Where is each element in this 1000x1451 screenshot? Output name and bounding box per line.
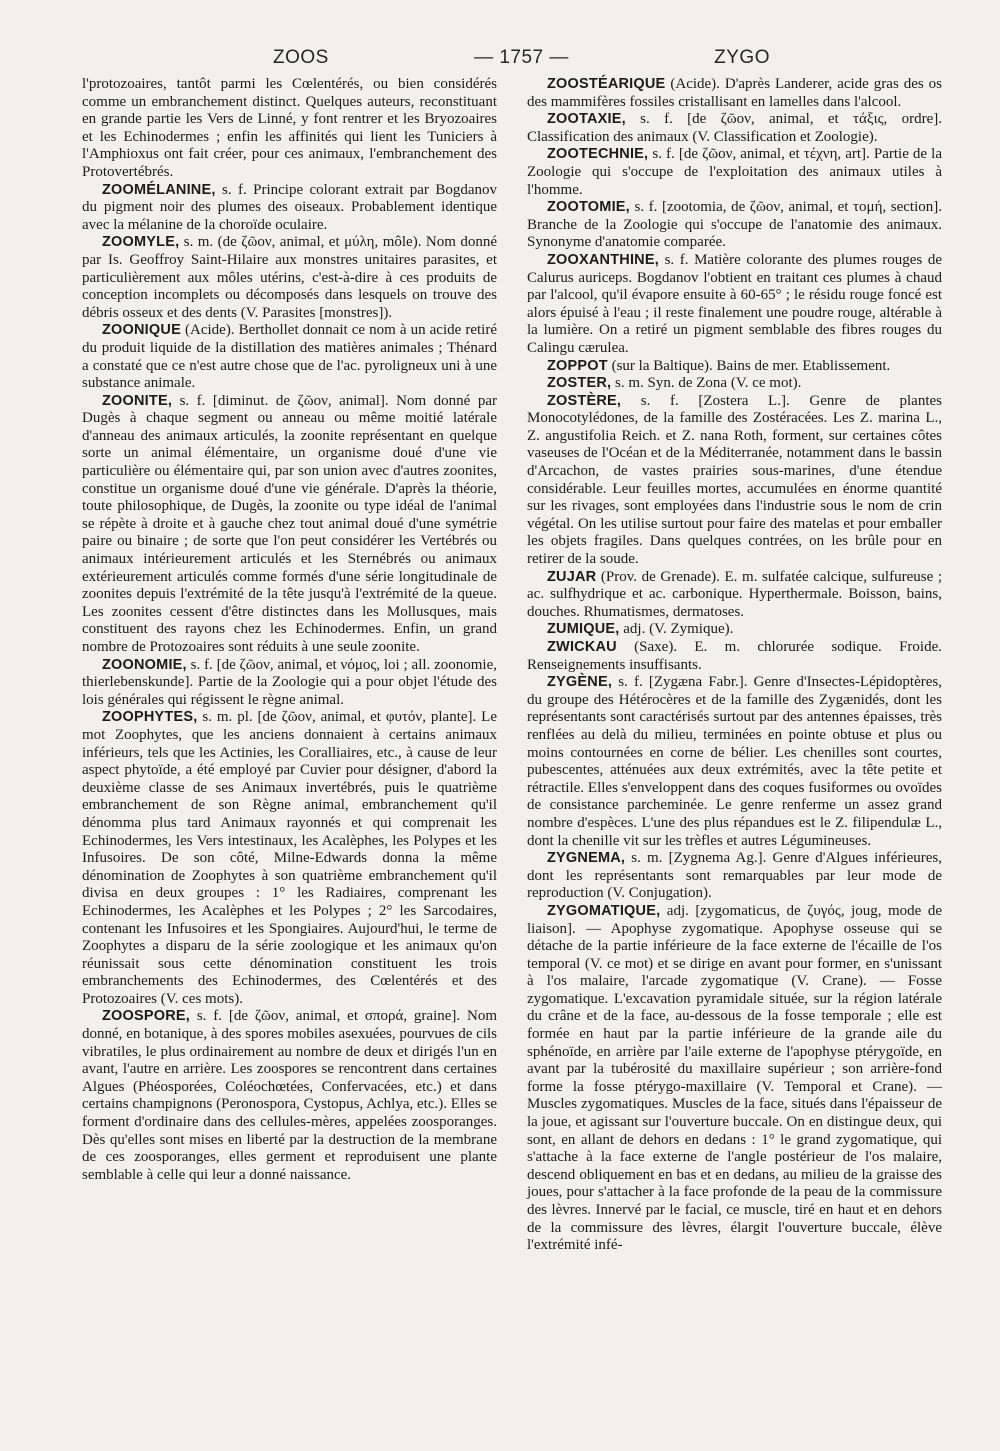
entry-text: (Prov. de Grenade). E. m. sulfatée calcique, sulfureuse ; ac. sulfhydrique et ac. carbonique. Hyperthermale. Boisson, bains, douches. Rhumatismes, dermatoses. <box>527 568 942 620</box>
entry-headword: ZOONIQUE <box>102 322 181 339</box>
dictionary-entry <box>82 76 497 182</box>
entry-headword: ZWICKAU <box>547 639 617 655</box>
left-column <box>82 76 497 1184</box>
dictionary-entry <box>527 393 942 569</box>
dictionary-entry <box>82 1008 497 1184</box>
dictionary-entry <box>82 709 497 1008</box>
entry-text: s. f. [de ζῶον, animal, et σπορά, graine]. Nom donné, en botanique, à des spores mobiles asexuées, pourvues de cils vibratiles, le plus ordinairement au nombre de deux et dirigés l'un en avant, l'autre en arrière. Les zoospores se rencontrent dans certaines Algues (Phéosporées, Coléochœtées, Confervacées, etc.) et dans certains champignons (Peronospora, Cystopus, Achlya, etc.). Elles se forment d'ordinaire dans des cellules-mères, appelées zoosporanges. Dès qu'elles sont mises en liberté par la destruction de la membrane de ces zoosporanges, elles germent et reproduisent une plante semblable à celle qui leur a donné naissance. <box>82 1008 497 1183</box>
entry-text: s. f. [diminut. de ζῶον, animal]. Nom donné par Dugès à chaque segment ou anneau ou même moitié latérale d'anneau des animaux articulés, la zoonite représentant en quelque sorte un animal élémentaire, un organisme doué d'une vie particulière ou élémentaire qui, par son union avec d'autres zoonites, constitue un organisme doué d'une vie générale. D'après la théorie, toute philosophique, de Dugès, la zoonite ou type idéal de l'animal se répète à droite et à gauche chez tout animal doué d'une symétrie paire ou binaire ; de sorte que l'on peut considérer les Vertébrés ou animaux intérieurement articulés et les Sternébrés ou animaux extérieurement articulés comme formés d'une série longitudinale de zoonites depuis l'extrémité de la tête jusqu'à l'extrémité de la queue. Les zoonites cessent d'être distinctes dans les Mollusques, mais constituent des rayons chez les Echinodermes. Enfin, un grand nombre de Protozoaires sont réduits à une seule zoonite. <box>82 392 497 655</box>
dictionary-entry <box>82 322 497 392</box>
entry-text: (Saxe). E. m. chlorurée sodique. Froide. Renseignements insuffisants. <box>527 639 942 673</box>
entry-headword: ZOOSPORE, <box>102 1008 191 1025</box>
entry-text: s. f. [de ζῶον, animal, et νόμος, loi ; all. zoonomie, thierlebenskunde]. Partie de la Zoologie qui a pour objet l'étude des lois générales qui régissent le règne animal. <box>82 656 497 708</box>
dictionary-entry <box>527 375 942 393</box>
entry-headword: ZOOXANTHINE, <box>547 251 659 268</box>
dictionary-entry <box>527 569 942 622</box>
entry-headword: ZUMIQUE, <box>547 621 620 638</box>
page-header <box>70 40 930 76</box>
entry-headword: ZOOTOMIE, <box>547 199 630 216</box>
entry-headword: ZYGÈNE, <box>547 674 613 691</box>
dictionary-entry <box>527 199 942 252</box>
entry-headword: ZYGNEMA, <box>547 850 626 867</box>
entry-text: (Acide). D'après Landerer, acide gras des os des mammifères fossiles cristallisant en lamelles dans l'alcool. <box>527 76 942 110</box>
entry-text: s. f. [de ζῶον, animal, et τέχνη, art]. Partie de la Zoologie qui s'occupe de l'exploitation des animaux utiles à l'homme. <box>527 146 942 198</box>
dictionary-entry <box>82 657 497 710</box>
right-column <box>527 76 942 1255</box>
dictionary-entry <box>82 393 497 657</box>
entry-text: s. f. Matière colorante des plumes rouges de Calurus auriceps. Bogdanov l'obtient en traitant ces plumes à chaud par l'alcool, qu'il évapore ensuite à 60-65° ; le résidu rouge foncé est alors épuisé à l'eau ; il reste finalement une poudre rouge, altérable à la lumière. On a retiré un pigment semblable des fibres rouges du Calingu cærulea. <box>527 251 942 356</box>
entry-headword: ZOOMYLE, <box>102 234 180 251</box>
dictionary-entry <box>527 252 942 358</box>
entry-headword: ZOOTAXIE, <box>547 111 626 128</box>
entry-headword: ZOPPOT <box>547 357 608 374</box>
dictionary-entry <box>82 234 497 322</box>
header-right-guideword: ZYGO <box>714 47 770 68</box>
entry-headword: ZOSTER, <box>547 375 612 392</box>
entry-text: s. f. [de ζῶον, animal, et τάξις, ordre]. Classification des animaux (V. Classification et Zoologie). <box>527 111 942 145</box>
dictionary-entry <box>527 146 942 199</box>
entry-text: s. f. [zootomia, de ζῶον, animal, et τομή, section]. Branche de la Zoologie qui s'occupe de l'anatomie des animaux. Synonyme d'anatomie comparée. <box>527 199 942 251</box>
dictionary-entry <box>527 358 942 376</box>
entry-headword: ZOONOMIE, <box>102 656 187 673</box>
entry-text: s. m. Syn. de Zona (V. ce mot). <box>611 375 802 392</box>
entry-headword: ZOOMÉLANINE, <box>102 181 216 198</box>
entry-headword: ZUJAR <box>547 568 597 585</box>
dictionary-entry <box>527 639 942 674</box>
entry-headword: ZOSTÈRE, <box>547 392 622 409</box>
entry-text: s. f. [Zygæna Fabr.]. Genre d'Insectes-Lépidoptères, du groupe des Hétérocères et de la famille des Zygænidés, dont les représentants sont caractérisés surtout par des antennes épaisses, très renflées au delà du milieu, terminées en pointe obtuse et plus ou moins contournées en corne de bélier. Les chenilles sont courtes, pubescentes, atténuées aux deux extrémités, avec la tête petite et rétractile. Elles s'enveloppent dans des coques fusiformes ou ovoïdes de consistance parcheminée. Le genre renferme un assez grand nombre d'espèces. L'une des plus répandues est le Z. filipendulæ L., dont la chenille vit sur les trèfles et autres Légumineuses. <box>527 674 942 849</box>
dictionary-entry <box>82 182 497 235</box>
entry-text: l'protozoaires, tantôt parmi les Cœlentérés, ou bien considérés comme un embranchement distinct. Quelques auteurs, reconstituant en grande partie les Vers de Linné, y font rentrer et les Bryozoaires et les Echinodermes ; enfin les affinités qui lient les Tuniciers à l'Amphioxus ont fait créer, pour ces animaux, l'embranchement des Protovertébrés. <box>82 76 497 180</box>
entry-text: s. m. (de ζῶον, animal, et μύλη, môle). Nom donné par Is. Geoffroy Saint-Hilaire aux monstres unitaires parasites, et particulièrement aux môles utérins, c'est-à-dire à ces produits de conception incomplets ou décomposés dans lesquels on trouve des débris osseux et des dents (V. Parasites [monstres]). <box>82 234 497 321</box>
entry-text: s. f. Principe colorant extrait par Bogdanov du pigment noir des plumes des oiseaux. Probablement identique avec la mélanine de la choroïde oculaire. <box>82 181 497 233</box>
dictionary-entry <box>527 76 942 111</box>
dictionary-entry <box>527 674 942 850</box>
entry-text: (sur la Baltique). Bains de mer. Etablissement. <box>607 357 891 374</box>
page-number: — 1757 — <box>474 47 569 68</box>
dictionary-entry <box>527 850 942 903</box>
entry-text: adj. (V. Zymique). <box>619 621 734 638</box>
entry-text: s. f. [Zostera L.]. Genre de plantes Monocotylédones, de la famille des Zostéracées. Les Z. marina L., Z. angustifolia Reich. et Z. nana Roth, forment, sur certaines côtes vaseuses de l'Océan et de la Méditerranée, notamment dans le bassin d'Arcachon, de vastes prairies sous-marines, d'une étendue considérable. Leur feuilles mortes, accumulées en énorme quantité sur les rivages, sont employées dans l'industrie sous le nom de crin végétal. On les utilise surtout pour faire des matelas et pour emballer les objets fragiles. Dans quelques contrées, on les brûle pour en retirer de la soude. <box>527 392 942 568</box>
dictionary-entry <box>527 621 942 639</box>
entry-headword: ZOONITE, <box>102 392 173 409</box>
entry-text: adj. [zygomaticus, de ζυγός, joug, mode de liaison]. — Apophyse zygomatique. Apophyse osseuse qui se détache de la partie inférieure de la face externe de l'écaille de l'os temporal (V. ce mot) et se dirige en avant pour former, en s'unissant à l'os malaire, l'arcade zygomatique (V. Crane). — Fosse zygomatique. L'excavation pyramidale située, sur la région latérale du crâne et de la face, au-dessous de la fosse temporale ; elle est formée en haut par la partie inférieure de la grande aile du sphénoïde, en arrière par l'aile externe de l'apophyse ptérygoïde, en avant par la tubérosité du maxillaire supérieur ; son arrière-fond forme la fosse ptérygo-maxillaire (V. Temporal et Crane). — Muscles zygomatiques. Muscles de la face, situés dans l'épaisseur de la joue, et agissant sur l'ouverture buccale. On en distingue deux, qui sont, en allant de dehors en dedans : 1° le grand zygomatique, qui s'attache à la face externe de l'angle postérieur de l'os malaire, descend obliquement en bas et en dedans, au milieu de la graisse des joues, pour s'attacher à la face profonde de la peau de la commissure des lèvres. Innervé par le facial, ce muscle, tiré en haut et en dehors de la commissure des lèvres, élargit l'ouverture buccale, élève l'extrémité infé- <box>527 902 942 1254</box>
dictionary-entry <box>527 111 942 146</box>
header-left-guideword: ZOOS <box>273 47 329 68</box>
entry-headword: ZOOPHYTES, <box>102 709 198 726</box>
entry-headword: ZYGOMATIQUE, <box>547 902 661 919</box>
entry-text: (Acide). Berthollet donnait ce nom à un acide retiré du produit liquide de la distillation des matières animales ; Thénard a constaté que ce n'est autre chose que de l'ac. pyroligneux uni à une substance animale. <box>82 322 497 392</box>
dictionary-entry <box>527 903 942 1255</box>
entry-headword: ZOOSTÉARIQUE <box>547 76 666 92</box>
entry-headword: ZOOTECHNIE, <box>547 146 649 163</box>
entry-text: s. m. pl. [de ζῶον, animal, et φυτόν, plante]. Le mot Zoophytes, que les anciens donnaient à certains animaux inférieurs, tels que les Actinies, les Coralliaires, etc., à cause de leur aspect phytoïde, a été employé par Cuvier pour désigner, d'abord la deuxième classe de ses Animaux invertébrés, puis le quatrième embranchement de son Règne animal, embranchement qu'il dénomma plus tard Animaux rayonnés et qui comprenait les Echinodermes, les Vers intestinaux, les Acalèphes, les Polypes et les Infusoires. De son côté, Milne-Edwards donna la même dénomination de Zoophytes à son quatrième embranchement qu'il divisa en deux groupes : 1° les Radiaires, comprenant les Echinodermes, les Acalèphes et les Polypes ; 2° les Sarcodaires, contenant les Infusoires et les Spongiaires. Aujourd'hui, le terme de Zoophytes a disparu de la série zoologique et les animaux qu'on réunissait sous cette dénomination constituent les trois embranchements des Echinodermes, des Cœlentérés et des Protozoaires (V. ces mots). <box>82 709 497 1007</box>
entry-text: s. m. [Zygnema Ag.]. Genre d'Algues inférieures, dont les représentants sont remarquables par leur mode de reproduction (V. Conjugation). <box>527 850 942 902</box>
